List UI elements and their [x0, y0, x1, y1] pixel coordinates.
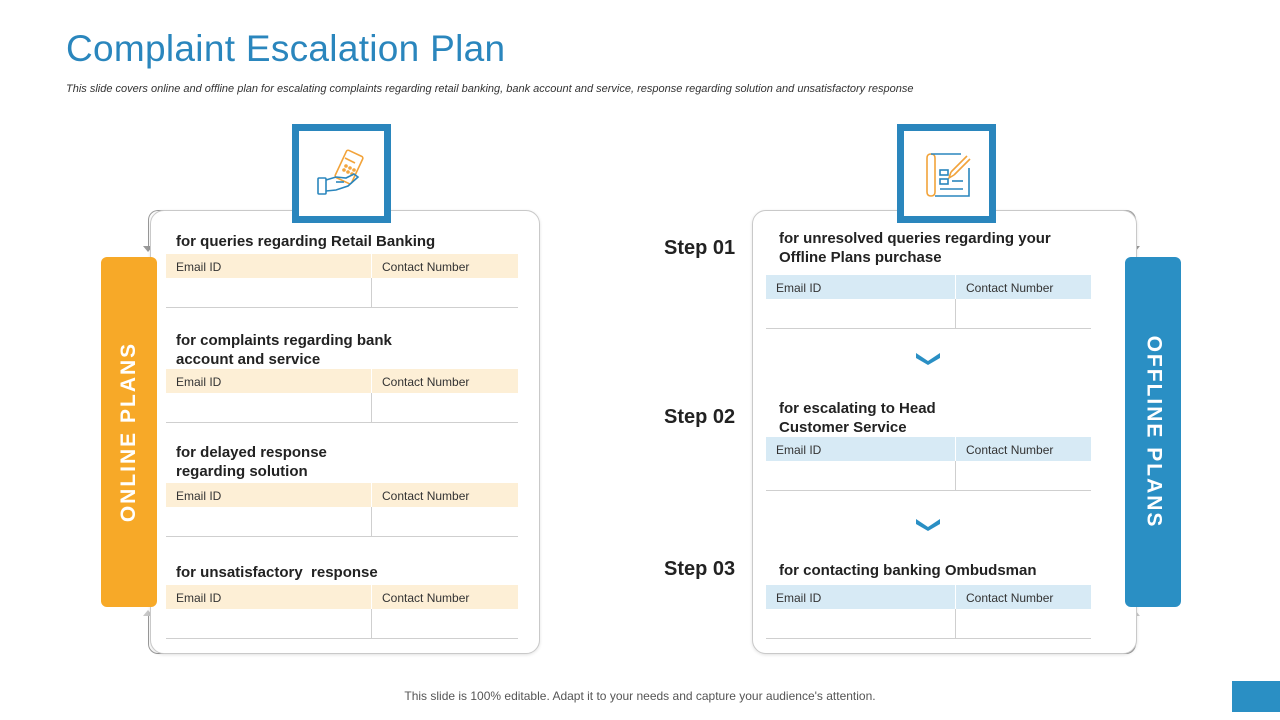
online-section-1-table	[166, 254, 518, 308]
contact-number-header: Contact Number	[382, 489, 470, 503]
online-section-2-table	[166, 369, 518, 423]
contact-number-cell[interactable]	[956, 461, 1146, 490]
email-id-header: Email ID	[766, 275, 956, 299]
email-id-cell[interactable]	[766, 461, 956, 490]
hand-holding-card-icon	[292, 124, 391, 223]
offline-plans-label: OFFLINE PLANS	[1142, 335, 1165, 529]
email-id-cell[interactable]	[166, 393, 372, 422]
contact-number-cell[interactable]	[956, 609, 1146, 638]
email-id-cell[interactable]	[166, 609, 372, 638]
offline-step-2-table	[766, 437, 1091, 491]
email-id-cell[interactable]	[766, 299, 956, 328]
online-plans-label: ONLINE PLANS	[117, 341, 140, 523]
online-section-4-heading: for unsatisfactory response	[176, 564, 378, 581]
online-section-2-heading: for complaints regarding bank account and service	[176, 332, 392, 368]
online-section-4-table	[166, 585, 518, 639]
email-id-cell[interactable]	[166, 278, 372, 307]
page-title: Complaint Escalation Plan	[66, 28, 506, 69]
offline-step-3-heading: for contacting banking Ombudsman	[779, 562, 1037, 579]
email-id-header: Email ID	[166, 369, 372, 393]
contact-number-header: Contact Number	[382, 260, 470, 274]
footer-note: This slide is 100% editable. Adapt it to your needs and capture your audience's attention.	[404, 689, 876, 703]
email-id-header: Email ID	[166, 585, 372, 609]
email-id-cell[interactable]	[766, 609, 956, 638]
contact-number-cell[interactable]	[372, 609, 518, 638]
email-id-header: Email ID	[766, 437, 956, 461]
contact-number-header: Contact Number	[966, 443, 1054, 457]
chevron-down-icon	[912, 516, 944, 532]
email-id-header: Email ID	[166, 254, 372, 278]
contact-number-cell[interactable]	[372, 507, 518, 536]
contact-number-header: Contact Number	[382, 375, 470, 389]
offline-step-3-table	[766, 585, 1091, 639]
contact-number-cell[interactable]	[956, 299, 1146, 328]
corner-accent	[1232, 681, 1280, 712]
email-id-header: Email ID	[166, 483, 372, 507]
contact-number-cell[interactable]	[372, 278, 518, 307]
step-02-label: Step 02	[664, 406, 736, 428]
online-section-3-heading: for delayed response regarding solution	[176, 444, 327, 480]
email-id-cell[interactable]	[166, 507, 372, 536]
contact-number-header: Contact Number	[966, 281, 1054, 295]
offline-step-2-heading: for escalating to Head Customer Service	[779, 400, 936, 436]
offline-step-1-heading: for unresolved queries regarding your Offline Plans purchase	[779, 230, 1051, 266]
online-section-1-heading: for queries regarding Retail Banking	[176, 233, 436, 250]
online-plans-bar	[101, 257, 157, 607]
offline-step-1-table	[766, 275, 1091, 329]
contact-number-header: Contact Number	[382, 591, 470, 605]
document-with-pen-icon	[897, 124, 996, 223]
step-01-label: Step 01	[664, 237, 736, 259]
step-03-label: Step 03	[664, 558, 736, 580]
contact-number-header: Contact Number	[966, 591, 1054, 605]
email-id-header: Email ID	[766, 585, 956, 609]
page-subtitle: This slide covers online and offline plan for escalating complaints regarding retail banking, bank account and service, response regarding solution and unsatisfactory response	[66, 83, 914, 95]
contact-number-cell[interactable]	[372, 393, 518, 422]
chevron-down-icon	[912, 350, 944, 366]
online-section-3-table	[166, 483, 518, 537]
